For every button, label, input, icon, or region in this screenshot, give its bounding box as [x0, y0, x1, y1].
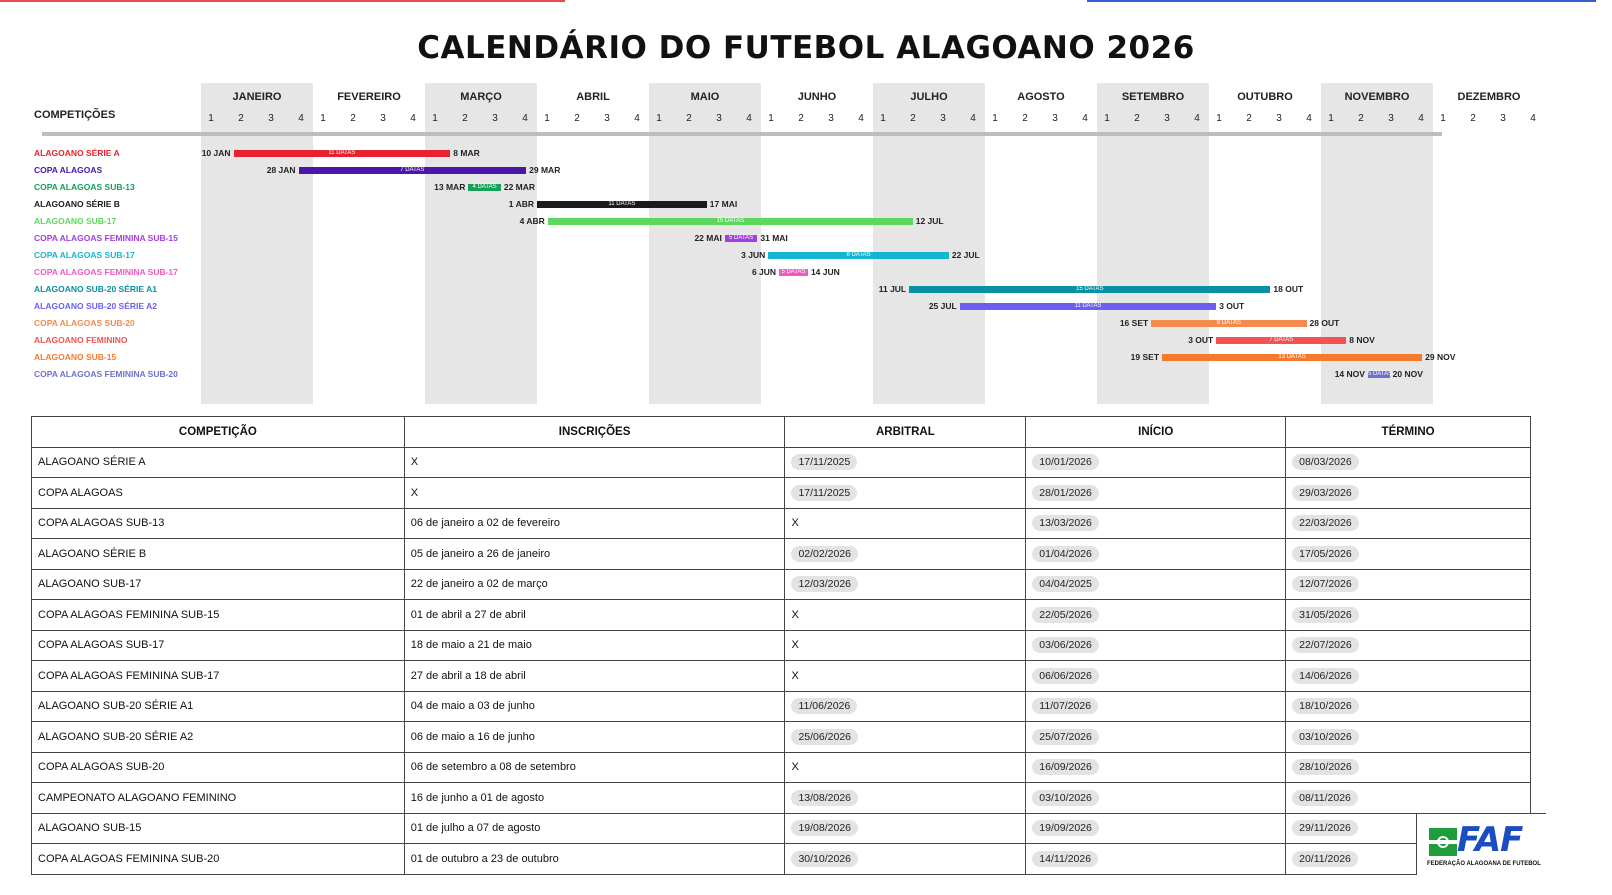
date-pill: 11/06/2026 — [791, 698, 857, 714]
table-cell — [785, 539, 1026, 570]
gantt-row-label: ALAGOANO SUB-20 SÉRIE A1 — [34, 284, 157, 294]
table-cell: COPA ALAGOAS SUB-13 — [32, 508, 405, 539]
table-cell: ALAGOANO SUB-20 SÉRIE A1 — [32, 691, 405, 722]
week-label: 3 — [1276, 113, 1282, 124]
table-cell — [1026, 447, 1286, 478]
shield-icon — [1427, 826, 1459, 858]
table-cell — [1026, 569, 1286, 600]
table-cell: X — [404, 447, 785, 478]
table-row — [32, 508, 1531, 539]
table-cell — [785, 783, 1026, 814]
table-cell — [1286, 447, 1531, 478]
gantt-end-date: 29 NOV — [1425, 352, 1456, 362]
gantt-start-date: 16 SET — [1119, 318, 1149, 328]
gantt-bar-dates: 11 DATAS — [328, 150, 356, 156]
gantt-start-date: 25 JUL — [928, 301, 957, 311]
month-label: JUNHO — [797, 91, 837, 103]
date-pill: 22/07/2026 — [1292, 637, 1359, 653]
week-label: 4 — [298, 113, 304, 124]
table-cell: COPA ALAGOAS — [32, 478, 405, 509]
table-cell — [1286, 600, 1531, 631]
table-row — [32, 478, 1531, 509]
table-cell: 05 de janeiro a 26 de janeiro — [404, 539, 785, 570]
week-label: 3 — [1388, 113, 1394, 124]
table-cell — [1026, 844, 1286, 875]
week-label: 2 — [1470, 113, 1476, 124]
gantt-bar-dates: 11 DATAS — [1074, 303, 1102, 309]
gantt-start-date: 4 ABR — [519, 216, 545, 226]
header-arbitral: ARBITRAL — [785, 417, 1026, 448]
week-label: 4 — [1418, 113, 1424, 124]
table-row — [32, 539, 1531, 570]
week-label: 3 — [1500, 113, 1506, 124]
date-pill: 25/06/2026 — [791, 729, 858, 745]
date-pill: 12/03/2026 — [791, 576, 858, 592]
week-label: 1 — [1328, 113, 1334, 124]
table-cell: 04 de maio a 03 de junho — [404, 691, 785, 722]
gantt-row-label: ALAGOANO SÉRIE A — [34, 148, 120, 158]
table-cell — [1026, 722, 1286, 753]
week-label: 1 — [768, 113, 774, 124]
table-cell: COPA ALAGOAS FEMININA SUB-17 — [32, 661, 405, 692]
date-pill: 14/11/2026 — [1032, 851, 1098, 867]
gantt-end-date: 8 NOV — [1349, 335, 1375, 345]
gantt-start-date: 19 SET — [1130, 352, 1160, 362]
table-cell — [1026, 539, 1286, 570]
table-cell — [1286, 539, 1531, 570]
week-label: 1 — [208, 113, 214, 124]
week-label: 4 — [522, 113, 528, 124]
gantt-end-date: 12 JUL — [915, 216, 944, 226]
week-label: 2 — [1134, 113, 1140, 124]
month-label: FEVEREIRO — [337, 91, 401, 103]
table-row — [32, 844, 1531, 875]
table-cell: X — [785, 600, 1026, 631]
week-label: 4 — [1306, 113, 1312, 124]
month-label: NOVEMBRO — [1344, 91, 1410, 103]
faf-logo — [1416, 813, 1546, 875]
table-cell — [1026, 783, 1286, 814]
month-label: OUTUBRO — [1237, 91, 1293, 103]
table-row — [32, 783, 1531, 814]
table-row — [32, 813, 1531, 844]
date-pill: 01/04/2026 — [1032, 546, 1099, 562]
date-pill: 25/07/2026 — [1032, 729, 1099, 745]
table-row — [32, 752, 1531, 783]
gantt-row-label: COPA ALAGOAS SUB-17 — [34, 250, 135, 260]
table-cell — [1286, 569, 1531, 600]
week-label: 4 — [1194, 113, 1200, 124]
date-pill: 06/06/2026 — [1032, 668, 1099, 684]
month-label: JANEIRO — [232, 91, 282, 103]
week-label: 4 — [858, 113, 864, 124]
gantt-bar-dates: 13 DATAS — [1278, 354, 1306, 360]
week-label: 4 — [1530, 113, 1536, 124]
date-pill: 22/05/2026 — [1032, 607, 1099, 623]
week-label: 2 — [1246, 113, 1252, 124]
gantt-bar-dates: 11 DATAS — [608, 201, 636, 207]
gantt-start-date: 14 NOV — [1334, 369, 1365, 379]
date-pill: 16/09/2026 — [1032, 759, 1099, 775]
gantt-start-date: 22 MAI — [694, 233, 722, 243]
date-pill: 03/10/2026 — [1292, 729, 1359, 745]
timeline-axis — [42, 132, 1442, 136]
table-cell: 01 de julho a 07 de agosto — [404, 813, 785, 844]
month-label: MAIO — [690, 91, 720, 103]
week-label: 4 — [634, 113, 640, 124]
table-cell: 06 de janeiro a 02 de fevereiro — [404, 508, 785, 539]
header-inscricoes: INSCRIÇÕES — [404, 417, 785, 448]
gantt-row-label: COPA ALAGOAS FEMININA SUB-20 — [34, 369, 178, 379]
month-label: SETEMBRO — [1121, 91, 1185, 103]
gantt-row-label: COPA ALAGOAS SUB-13 — [34, 182, 135, 192]
gantt-start-date: 28 JAN — [266, 165, 296, 175]
week-label: 3 — [1164, 113, 1170, 124]
date-pill: 18/10/2026 — [1292, 698, 1359, 714]
date-pill: 17/11/2025 — [791, 485, 857, 501]
week-label: 2 — [350, 113, 356, 124]
table-cell: COPA ALAGOAS SUB-20 — [32, 752, 405, 783]
month-label: AGOSTO — [1017, 91, 1065, 103]
gantt-bar-dates: 8 DATAS — [846, 252, 871, 258]
week-label: 3 — [380, 113, 386, 124]
week-label: 2 — [1358, 113, 1364, 124]
week-label: 2 — [238, 113, 244, 124]
gantt-end-date: 28 OUT — [1309, 318, 1340, 328]
month-label: MARÇO — [460, 91, 502, 103]
table-row — [32, 600, 1531, 631]
table-cell: 06 de setembro a 08 de setembro — [404, 752, 785, 783]
table-row — [32, 569, 1531, 600]
gantt-end-date: 18 OUT — [1273, 284, 1304, 294]
competitions-header: COMPETIÇÕES — [34, 109, 116, 121]
gantt-start-date: 11 JUL — [878, 284, 907, 294]
table-row — [32, 661, 1531, 692]
date-pill: 17/11/2025 — [791, 454, 857, 470]
table-cell — [1286, 691, 1531, 722]
gantt-start-date: 6 JUN — [751, 267, 777, 277]
gantt-row-label: ALAGOANO FEMININO — [34, 335, 128, 345]
table-cell — [1286, 630, 1531, 661]
table-cell — [1026, 508, 1286, 539]
week-label: 2 — [910, 113, 916, 124]
gantt-bar-dates: 15 DATAS — [1076, 286, 1104, 292]
gantt-row-label: COPA ALAGOAS FEMININA SUB-15 — [34, 233, 178, 243]
table-row — [32, 630, 1531, 661]
table-cell — [1286, 508, 1531, 539]
table-cell: 22 de janeiro a 02 de março — [404, 569, 785, 600]
week-label: 4 — [410, 113, 416, 124]
table-cell — [1026, 630, 1286, 661]
gantt-end-date: 14 JUN — [810, 267, 840, 277]
week-label: 2 — [686, 113, 692, 124]
week-label: 1 — [432, 113, 438, 124]
date-pill: 10/01/2026 — [1032, 454, 1099, 470]
table-cell: 01 de abril a 27 de abril — [404, 600, 785, 631]
table-cell: 01 de outubro a 23 de outubro — [404, 844, 785, 875]
month-label: JULHO — [910, 91, 948, 103]
date-pill: 02/02/2026 — [791, 546, 858, 562]
week-label: 4 — [1082, 113, 1088, 124]
table-cell: ALAGOANO SUB-20 SÉRIE A2 — [32, 722, 405, 753]
week-label: 2 — [1022, 113, 1028, 124]
date-pill: 13/03/2026 — [1032, 515, 1099, 531]
date-pill: 11/07/2026 — [1032, 698, 1098, 714]
table-cell: COPA ALAGOAS FEMININA SUB-15 — [32, 600, 405, 631]
gantt-row-label: ALAGOANO SUB-20 SÉRIE A2 — [34, 301, 157, 311]
header-competicao: COMPETIÇÃO — [32, 417, 405, 448]
header-inicio: INÍCIO — [1026, 417, 1286, 448]
date-pill: 30/10/2026 — [791, 851, 858, 867]
gantt-row-label: COPA ALAGOAS FEMININA SUB-17 — [34, 267, 178, 277]
gantt-end-date: 3 OUT — [1219, 301, 1245, 311]
week-label: 1 — [1104, 113, 1110, 124]
table-cell: X — [404, 478, 785, 509]
date-pill: 13/08/2026 — [791, 790, 858, 806]
gantt-end-date: 17 MAI — [709, 199, 738, 209]
table-cell — [785, 844, 1026, 875]
week-label: 1 — [544, 113, 550, 124]
week-label: 2 — [574, 113, 580, 124]
logo-subtitle: FEDERAÇÃO ALAGOANA DE FUTEBOL — [1427, 861, 1541, 867]
month-label: ABRIL — [576, 91, 610, 103]
date-pill: 19/09/2026 — [1032, 820, 1099, 836]
date-pill: 22/03/2026 — [1292, 515, 1359, 531]
gantt-row-label: COPA ALAGOAS — [34, 165, 103, 175]
month-label: DEZEMBRO — [1457, 91, 1521, 103]
week-label: 1 — [992, 113, 998, 124]
logo-text: FAF — [1457, 820, 1523, 860]
table-cell — [1026, 813, 1286, 844]
table-cell — [1026, 478, 1286, 509]
competitions-table — [31, 416, 1531, 875]
table-row — [32, 447, 1531, 478]
week-label: 3 — [940, 113, 946, 124]
table-cell: COPA ALAGOAS FEMININA SUB-20 — [32, 844, 405, 875]
date-pill: 31/05/2026 — [1292, 607, 1359, 623]
week-label: 3 — [604, 113, 610, 124]
date-pill: 03/10/2026 — [1032, 790, 1099, 806]
date-pill: 28/10/2026 — [1292, 759, 1359, 775]
gantt-row-label: COPA ALAGOAS SUB-20 — [34, 318, 135, 328]
date-pill: 20/11/2026 — [1292, 851, 1358, 867]
table-cell: 16 de junho a 01 de agosto — [404, 783, 785, 814]
table-cell — [1286, 478, 1531, 509]
week-label: 2 — [462, 113, 468, 124]
gantt-bar-dates: 15 DATAS — [716, 218, 744, 224]
table-cell — [1286, 722, 1531, 753]
date-pill: 08/11/2026 — [1292, 790, 1358, 806]
table-cell: X — [785, 661, 1026, 692]
table-row — [32, 722, 1531, 753]
table-row — [32, 691, 1531, 722]
week-label: 3 — [1052, 113, 1058, 124]
gantt-bar-dates: 5 DATAS — [729, 235, 754, 241]
gantt-bar-dates: 5 DATAS — [781, 269, 806, 275]
week-label: 1 — [1216, 113, 1222, 124]
gantt-start-date: 13 MAR — [434, 182, 466, 192]
table-cell: X — [785, 630, 1026, 661]
date-pill: 19/08/2026 — [791, 820, 858, 836]
week-label: 4 — [746, 113, 752, 124]
table-cell: 06 de maio a 16 de junho — [404, 722, 785, 753]
gantt-start-date: 1 ABR — [508, 199, 534, 209]
table-cell — [785, 691, 1026, 722]
table-cell: 18 de maio a 21 de maio — [404, 630, 785, 661]
table-cell: COPA ALAGOAS SUB-17 — [32, 630, 405, 661]
table-cell: ALAGOANO SÉRIE A — [32, 447, 405, 478]
gantt-end-date: 20 NOV — [1392, 369, 1423, 379]
gantt-row-label: ALAGOANO SUB-15 — [34, 352, 117, 362]
table-cell: ALAGOANO SÉRIE B — [32, 539, 405, 570]
gantt-end-date: 31 MAI — [760, 233, 788, 243]
table-cell: CAMPEONATO ALAGOANO FEMININO — [32, 783, 405, 814]
table-cell — [785, 569, 1026, 600]
gantt-row-label: ALAGOANO SUB-17 — [34, 216, 117, 226]
week-label: 1 — [320, 113, 326, 124]
week-label: 1 — [880, 113, 886, 124]
date-pill: 17/05/2026 — [1292, 546, 1359, 562]
table-cell — [1026, 661, 1286, 692]
table-cell — [1286, 752, 1531, 783]
gantt-end-date: 8 MAR — [453, 148, 480, 158]
gantt-end-date: 22 JUL — [951, 250, 980, 260]
gantt-start-date: 3 OUT — [1188, 335, 1214, 345]
date-pill: 08/03/2026 — [1292, 454, 1359, 470]
gantt-bar-dates: 7 DATAS — [400, 167, 425, 173]
table-cell — [785, 447, 1026, 478]
table-cell: ALAGOANO SUB-15 — [32, 813, 405, 844]
week-label: 3 — [492, 113, 498, 124]
date-pill: 04/04/2025 — [1032, 576, 1099, 592]
table-cell — [1026, 752, 1286, 783]
gantt-end-date: 29 MAR — [529, 165, 561, 175]
gantt-chart — [0, 0, 1596, 410]
table-cell — [785, 722, 1026, 753]
date-pill: 14/06/2026 — [1292, 668, 1359, 684]
gantt-bar-dates: 5 DATAS — [1367, 371, 1393, 377]
date-pill: 29/03/2026 — [1292, 485, 1359, 501]
page-title: CALENDÁRIO DO FUTEBOL ALAGOANO 2026 — [417, 30, 1195, 66]
table-cell: 27 de abril a 18 de abril — [404, 661, 785, 692]
table-cell: ALAGOANO SUB-17 — [32, 569, 405, 600]
date-pill: 28/01/2026 — [1032, 485, 1099, 501]
table-cell — [785, 478, 1026, 509]
table-cell: X — [785, 508, 1026, 539]
gantt-start-date: 3 JUN — [741, 250, 766, 260]
gantt-end-date: 22 MAR — [503, 182, 536, 192]
gantt-bar-dates: 4 DATAS — [472, 184, 497, 190]
header-termino: TÉRMINO — [1286, 417, 1531, 448]
week-label: 4 — [970, 113, 976, 124]
date-pill: 29/11/2026 — [1292, 820, 1358, 836]
table-header-row — [32, 417, 1531, 448]
week-label: 3 — [268, 113, 274, 124]
table-cell — [1286, 661, 1531, 692]
gantt-bar-dates: 8 DATAS — [1216, 320, 1241, 326]
gantt-start-date: 10 JAN — [201, 148, 231, 158]
table-cell — [785, 813, 1026, 844]
table-cell: X — [785, 752, 1026, 783]
table-cell — [1286, 783, 1531, 814]
table-cell — [1026, 691, 1286, 722]
gantt-bar-dates: 7 DATAS — [1269, 337, 1294, 343]
week-label: 3 — [828, 113, 834, 124]
week-label: 1 — [656, 113, 662, 124]
table-cell — [1026, 600, 1286, 631]
week-label: 2 — [798, 113, 804, 124]
week-label: 1 — [1440, 113, 1446, 124]
date-pill: 03/06/2026 — [1032, 637, 1099, 653]
date-pill: 12/07/2026 — [1292, 576, 1359, 592]
week-label: 3 — [716, 113, 722, 124]
gantt-row-label: ALAGOANO SÉRIE B — [34, 199, 120, 209]
